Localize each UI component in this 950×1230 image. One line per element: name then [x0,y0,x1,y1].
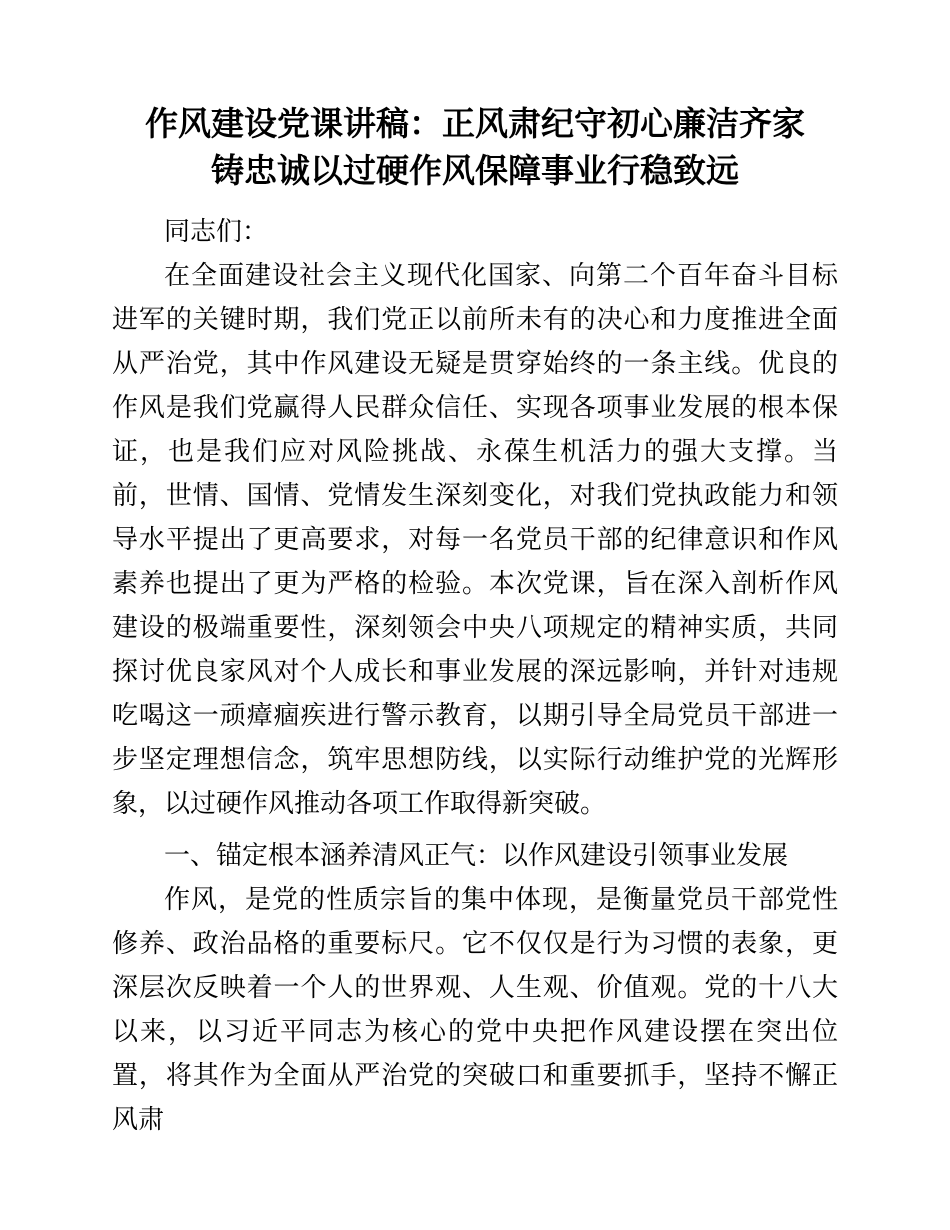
section-heading-1: 一、锚定根本涵养清风正气：以作风建设引领事业发展 [164,841,789,870]
paragraph-salutation: 同志们： [164,217,269,246]
title-line-1: 作风建设党课讲稿：正风肃纪守初心廉洁齐家 [145,107,805,143]
title-line-2: 铸忠诚以过硬作风保障事业行稳致远 [211,154,739,190]
document-title [112,102,838,196]
document-body [112,210,838,1142]
paragraph-section-1-body: 作风，是党的性质宗旨的集中体现，是衡量党员干部党性修养、政治品格的重要标尺。它不仅仅是行为习惯的表象，更深层次反映着一个人的世界观、人生观、价值观。党的十八大以来，以习近平同志为核心的党中央把作风建设摆在突出位置，将其作为全面从严治党的突破口和重要抓手，坚持不懈正风肃 [112,885,838,1134]
paragraph-introduction: 在全面建设社会主义现代化国家、向第二个百年奋斗目标进军的关键时期，我们党正以前所未有的决心和力度推进全面从严治党，其中作风建设无疑是贯穿始终的一条主线。优良的作风是我们党赢得人民群众信任、实现各项事业发展的根本保证，也是我们应对风险挑战、永葆生机活力的强大支撑。当前，世情、国情、党情发生深刻变化，对我们党执政能力和领导水平提出了更高要求，对每一名党员干部的纪律意识和作风素养也提出了更为严格的检验。本次党课，旨在深入剖析作风建设的极端重要性，深刻领会中央八项规定的精神实质，共同探讨优良家风对个人成长和事业发展的深远影响，并针对违规吃喝这一顽瘴痼疾进行警示教育，以期引导全局党员干部进一步坚定理想信念，筑牢思想防线，以实际行动维护党的光辉形象，以过硬作风推动各项工作取得新突破。 [112,261,838,818]
